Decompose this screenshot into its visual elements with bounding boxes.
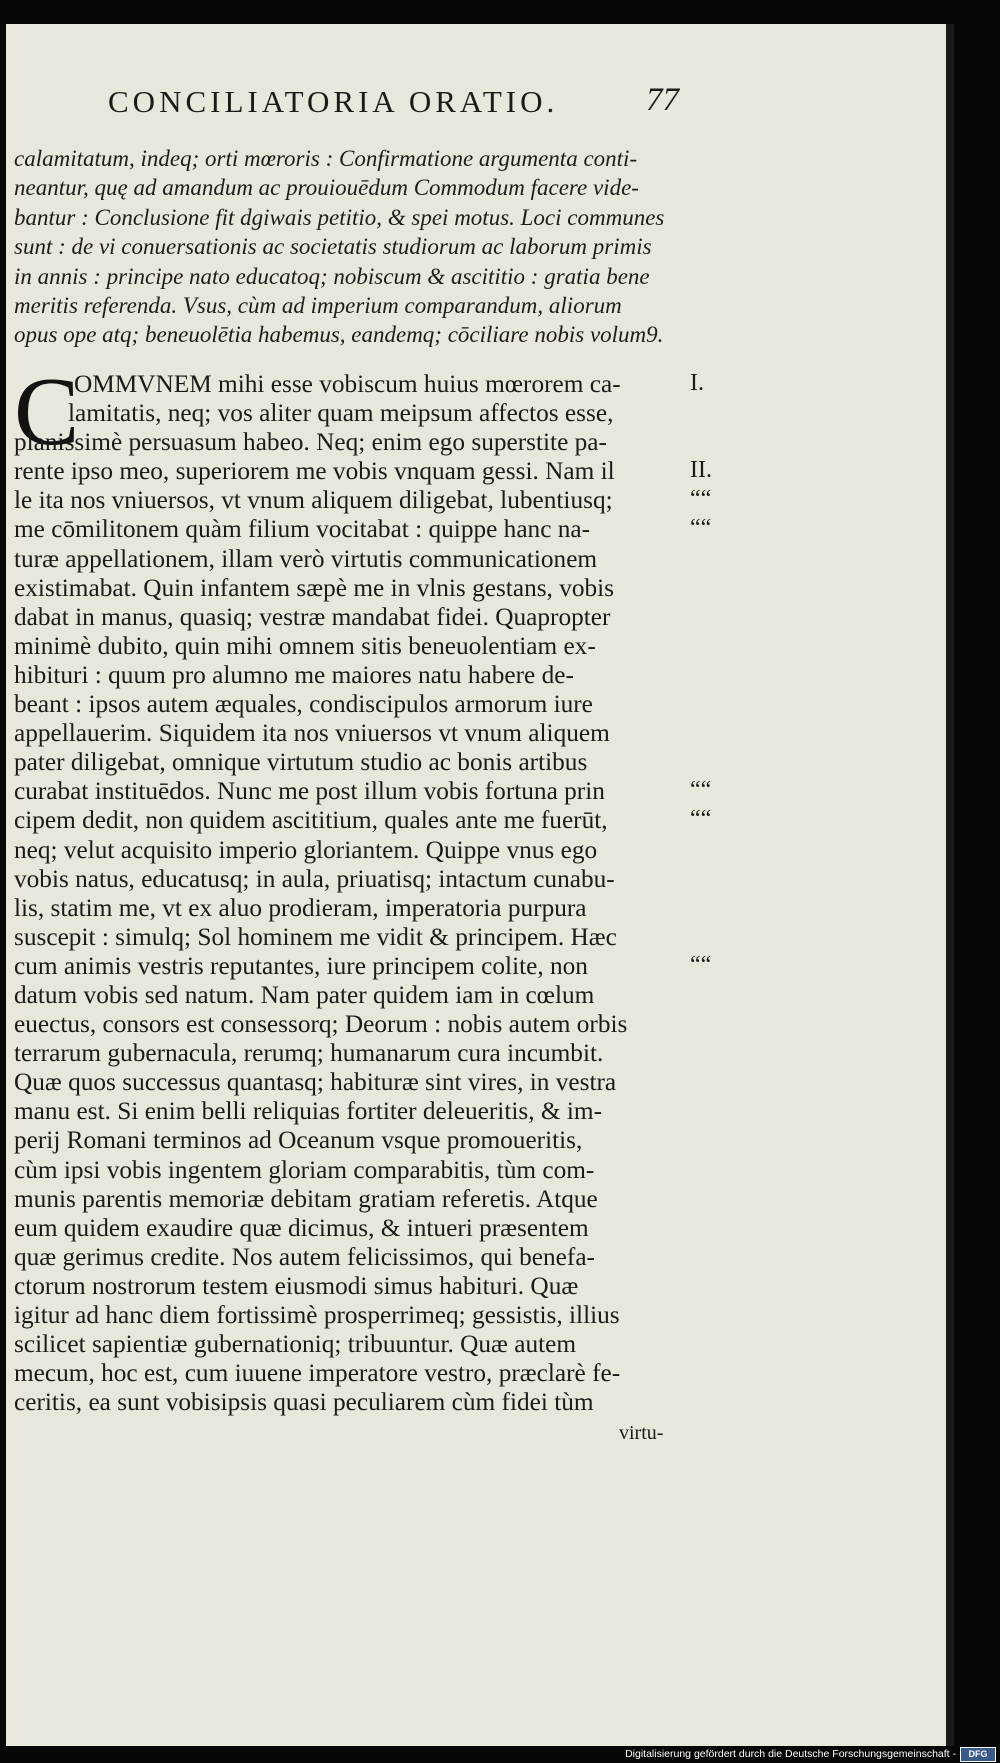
body-line: manu est. Si enim belli reliquias fortiter deleueritis, & im- xyxy=(14,1097,603,1126)
margin-note: ““ xyxy=(690,952,712,978)
margin-note: I. xyxy=(690,370,704,396)
body-line: Quæ quos successus quantasq; habituræ sint vires, in vestra xyxy=(14,1068,617,1097)
body-line: suscepit : simulq; Sol hominem me vidit & principem. Hæc xyxy=(14,922,617,951)
body-line: lis, statim me, vt ex aluo prodieram, imperatoria purpura xyxy=(14,893,587,922)
margin-note: ““ xyxy=(690,777,712,803)
body-line: perij Romani terminos ad Oceanum vsque promoueritis, xyxy=(14,1126,583,1155)
body-line: OMMVNEM mihi esse vobiscum huius mœrorem ca- xyxy=(74,370,621,398)
body-line: lamitatis, neq; vos aliter quam meipsum affectos esse, xyxy=(68,399,614,428)
body-line: me cōmilitonem quàm filium vocitabat : quippe hanc na- xyxy=(14,515,591,544)
body-line: vobis natus, educatusq; in aula, priuatisq; intactum cunabu- xyxy=(14,864,615,893)
body-line: igitur ad hanc diem fortissimè prosperrimeq; gessistis, illius xyxy=(14,1301,620,1329)
argument-line: calamitatum, indeq; orti mœroris : Confirmatione argumenta conti- xyxy=(14,146,638,171)
page-number: 77 xyxy=(646,82,679,118)
catchword: virtu- xyxy=(619,1422,664,1444)
body-line: beant : ipsos autem æquales, condiscipulos armorum iure xyxy=(14,690,593,719)
body-line: cipem dedit, non quidem ascititium, quales ante me fuerūt, xyxy=(14,806,608,835)
body-line: scilicet sapientiæ gubernationiq; tribuuntur. Quæ autem xyxy=(14,1330,577,1359)
body-line: euectus, consors est consessorq; Deorum : nobis autem orbis xyxy=(14,1010,628,1039)
margin-note: ““ xyxy=(690,486,712,512)
margin-note: ““ xyxy=(690,806,712,832)
body-line: existimabat. Quin infantem sæpè me in vlnis gestans, vobis xyxy=(14,573,615,602)
body-line: munis parentis memoriæ debitam gratiam referetis. Atque xyxy=(14,1184,598,1213)
body-line: ceritis, ea sunt vobisipsis quasi peculiarem cùm fidei tùm xyxy=(14,1388,594,1417)
body-line: datum vobis sed natum. Nam pater quidem iam in cœlum xyxy=(14,980,595,1009)
oration-body xyxy=(14,358,690,1417)
page-edge xyxy=(946,24,954,1746)
argument-line: in annis : principe nato educatoq; nobiscum & ascititio : gratia bene xyxy=(14,263,650,289)
body-line: curabat instituēdos. Nunc me post illum vobis fortuna prin xyxy=(14,777,605,806)
body-line: quæ gerimus credite. Nos autem felicissimos, qui benefa- xyxy=(14,1242,595,1271)
argument-line: opus ope atq; beneuolētia habemus, eandemq; cōciliare nobis volum9. xyxy=(14,322,664,348)
dfg-logo-icon: DFG xyxy=(960,1747,996,1762)
body-line: hibituri : quum pro alumno me maiores natu habere de- xyxy=(14,660,574,689)
argument-line: sunt : de vi conuersationis ac societatis studiorum ac laborum primis xyxy=(14,234,652,260)
body-line: planissimè persuasum habeo. Neq; enim ego superstite pa- xyxy=(14,428,607,457)
argument-paragraph xyxy=(14,144,690,350)
body-line: eum quidem exaudire quæ dicimus, & intueri præsentem xyxy=(14,1213,589,1242)
body-line: le ita nos vniuersos, vt vnum aliquem diligebat, lubentiusq; xyxy=(14,486,613,515)
body-line: minimè dubito, quin mihi omnem sitis beneuolentiam ex- xyxy=(14,631,596,660)
body-line: cum animis vestris reputantes, iure principem colite, non xyxy=(14,951,588,980)
argument-line: bantur : Conclusione fit dgiwais petitio, & spei motus. Loci communes xyxy=(14,204,665,230)
body-line: rente ipso meo, superiorem me vobis vnquam gessi. Nam il xyxy=(14,457,615,486)
argument-line: meritis referenda. Vsus, cùm ad imperium comparandum, aliorum xyxy=(14,293,622,319)
margin-note: II. xyxy=(690,457,712,483)
body-line: appellauerim. Siquidem ita nos vniuersos vt vnum aliquem xyxy=(14,719,610,748)
digitization-credit: Digitalisierung gefördert durch die Deutsche Forschungsgemeinschaft - xyxy=(625,1748,956,1760)
drop-cap: C xyxy=(14,358,80,466)
running-title: CONCILIATORIA ORATIO. xyxy=(108,84,559,119)
page-header xyxy=(108,74,688,134)
margin-note: ““ xyxy=(690,515,712,541)
body-line: dabat in manus, quasiq; vestræ mandabat fidei. Quapropter xyxy=(14,602,611,631)
argument-line: neantur, quę ad amandum ac prouiouēdum Commodum facere vide- xyxy=(14,175,639,201)
body-line: ctorum nostrorum testem eiusmodi simus habituri. Quæ xyxy=(14,1271,579,1300)
body-line: pater diligebat, omnique virtutum studio ac bonis artibus xyxy=(14,748,588,777)
body-line: terrarum gubernacula, rerumq; humanarum cura incumbit. xyxy=(14,1039,604,1068)
body-line: turæ appellationem, illam verò virtutis communicationem xyxy=(14,544,598,573)
body-line: neq; velut acquisito imperio gloriantem. Quippe vnus ego xyxy=(14,835,598,864)
body-line: mecum, hoc est, cum iuuene imperatore vestro, præclarè fe- xyxy=(14,1359,621,1388)
body-line: cùm ipsi vobis ingentem gloriam comparabitis, tùm com- xyxy=(14,1155,595,1184)
